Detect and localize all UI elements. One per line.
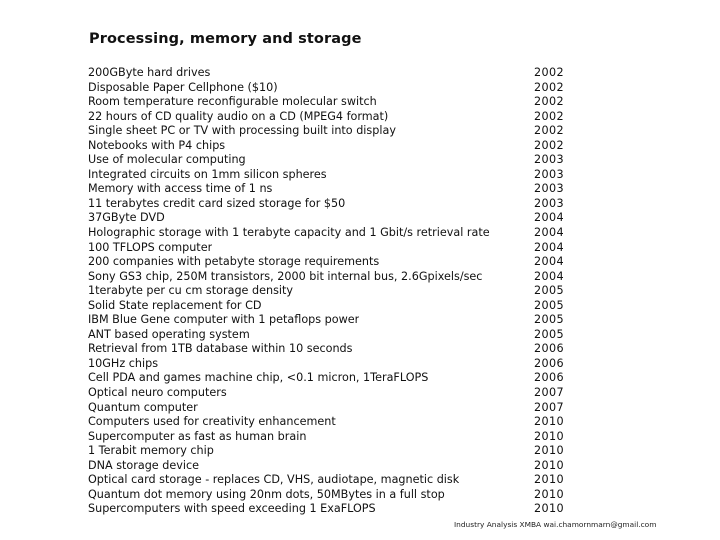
item-year: 2004: [534, 240, 565, 254]
item-description: 10GHz chips: [88, 356, 159, 370]
item-description: Quantum computer: [88, 400, 198, 414]
item-year: 2004: [534, 255, 565, 269]
list-item: [88, 211, 598, 226]
list-item: [88, 401, 598, 416]
list-item: [88, 459, 598, 474]
item-description: 200 companies with petabyte storage requirements: [88, 255, 380, 269]
item-description: Room temperature reconfigurable molecular switch: [88, 95, 377, 109]
item-year: 2007: [534, 386, 565, 400]
item-year: 2002: [534, 109, 565, 123]
item-description: Disposable Paper Cellphone ($10): [88, 80, 278, 94]
list-item: [88, 95, 598, 110]
item-description: Solid State replacement for CD: [88, 298, 262, 312]
item-description: Sony GS3 chip, 250M transistors, 2000 bit internal bus, 2.6Gpixels/sec: [88, 269, 483, 283]
item-year: 2002: [534, 124, 565, 138]
item-description: 200GByte hard drives: [88, 66, 211, 79]
item-description: Holographic storage with 1 terabyte capacity and 1 Gbit/s retrieval rate: [88, 226, 490, 240]
item-year: 2005: [534, 298, 565, 312]
list-item: [88, 197, 598, 212]
list-item: [88, 430, 598, 445]
item-description: Supercomputers with speed exceeding 1 ExaFLOPS: [88, 502, 376, 516]
item-description: DNA storage device: [88, 458, 199, 472]
item-year: 2006: [534, 356, 565, 370]
item-description: 11 terabytes credit card sized storage for $50: [88, 196, 346, 210]
item-description: Integrated circuits on 1mm silicon spheres: [88, 167, 327, 181]
item-description: 1terabyte per cu cm storage density: [88, 284, 294, 298]
list-item: [88, 444, 598, 459]
list-item: [88, 66, 598, 81]
item-year: 2002: [534, 138, 565, 152]
list-item: [88, 168, 598, 183]
item-year: 2003: [534, 153, 565, 167]
item-description: Single sheet PC or TV with processing built into display: [88, 124, 396, 138]
item-description: Notebooks with P4 chips: [88, 138, 226, 152]
item-year: 2002: [534, 95, 565, 109]
item-description: Supercomputer as fast as human brain: [88, 429, 307, 443]
item-year: 2007: [534, 400, 565, 414]
item-year: 2010: [534, 444, 565, 458]
item-year: 2003: [534, 196, 565, 210]
list-item: [88, 386, 598, 401]
list-item: [88, 371, 598, 386]
item-year: 2010: [534, 487, 565, 501]
list-item: [88, 81, 598, 96]
item-description: 37GByte DVD: [88, 211, 165, 225]
list-item: [88, 473, 598, 488]
item-description: Optical neuro computers: [88, 386, 227, 400]
item-description: 1 Terabit memory chip: [88, 444, 214, 458]
item-year: 2010: [534, 502, 565, 516]
page-title: Processing, memory and storage: [89, 31, 362, 47]
item-description: Optical card storage - replaces CD, VHS, audiotape, magnetic disk: [88, 473, 460, 487]
item-year: 2005: [534, 327, 565, 341]
item-year: 2005: [534, 284, 565, 298]
item-description: IBM Blue Gene computer with 1 petaflops power: [88, 313, 360, 327]
list-item: [88, 488, 598, 503]
item-description: ANT based operating system: [88, 327, 250, 341]
list-item: [88, 270, 598, 285]
item-year: 2003: [534, 167, 565, 181]
list-item: [88, 342, 598, 357]
list-item: [88, 241, 598, 256]
item-year: 2002: [534, 66, 565, 79]
item-description: Computers used for creativity enhancement: [88, 415, 336, 429]
item-description: Use of molecular computing: [88, 153, 246, 167]
item-year: 2010: [534, 473, 565, 487]
list-item: [88, 502, 598, 517]
list-item: [88, 415, 598, 430]
list-item: [88, 299, 598, 314]
item-year: 2004: [534, 211, 565, 225]
list-item: [88, 284, 598, 299]
item-description: Quantum dot memory using 20nm dots, 50MBytes in a full stop: [88, 487, 445, 501]
item-year: 2010: [534, 415, 565, 429]
item-description: 100 TFLOPS computer: [88, 240, 213, 254]
list-item: [88, 182, 598, 197]
footer-text: Industry Analysis XMBA wai.chamornmarn@gmail.com: [454, 520, 657, 529]
list-item: [88, 110, 598, 125]
list-item: [88, 124, 598, 139]
item-year: 2004: [534, 226, 565, 240]
list-item: [88, 328, 598, 343]
item-year: 2010: [534, 429, 565, 443]
item-description: Cell PDA and games machine chip, <0.1 micron, 1TeraFLOPS: [88, 371, 429, 385]
item-description: Retrieval from 1TB database within 10 seconds: [88, 342, 353, 356]
list-item: [88, 153, 598, 168]
forecast-list: [88, 66, 598, 517]
item-description: 22 hours of CD quality audio on a CD (MPEG4 format): [88, 109, 389, 123]
list-item: [88, 313, 598, 328]
list-item: [88, 226, 598, 241]
item-year: 2005: [534, 313, 565, 327]
list-item: [88, 357, 598, 372]
item-year: 2006: [534, 371, 565, 385]
item-year: 2002: [534, 80, 565, 94]
item-year: 2003: [534, 182, 565, 196]
list-item: [88, 255, 598, 270]
item-year: 2010: [534, 458, 565, 472]
list-item: [88, 139, 598, 154]
item-year: 2006: [534, 342, 565, 356]
item-description: Memory with access time of 1 ns: [88, 182, 273, 196]
item-year: 2004: [534, 269, 565, 283]
